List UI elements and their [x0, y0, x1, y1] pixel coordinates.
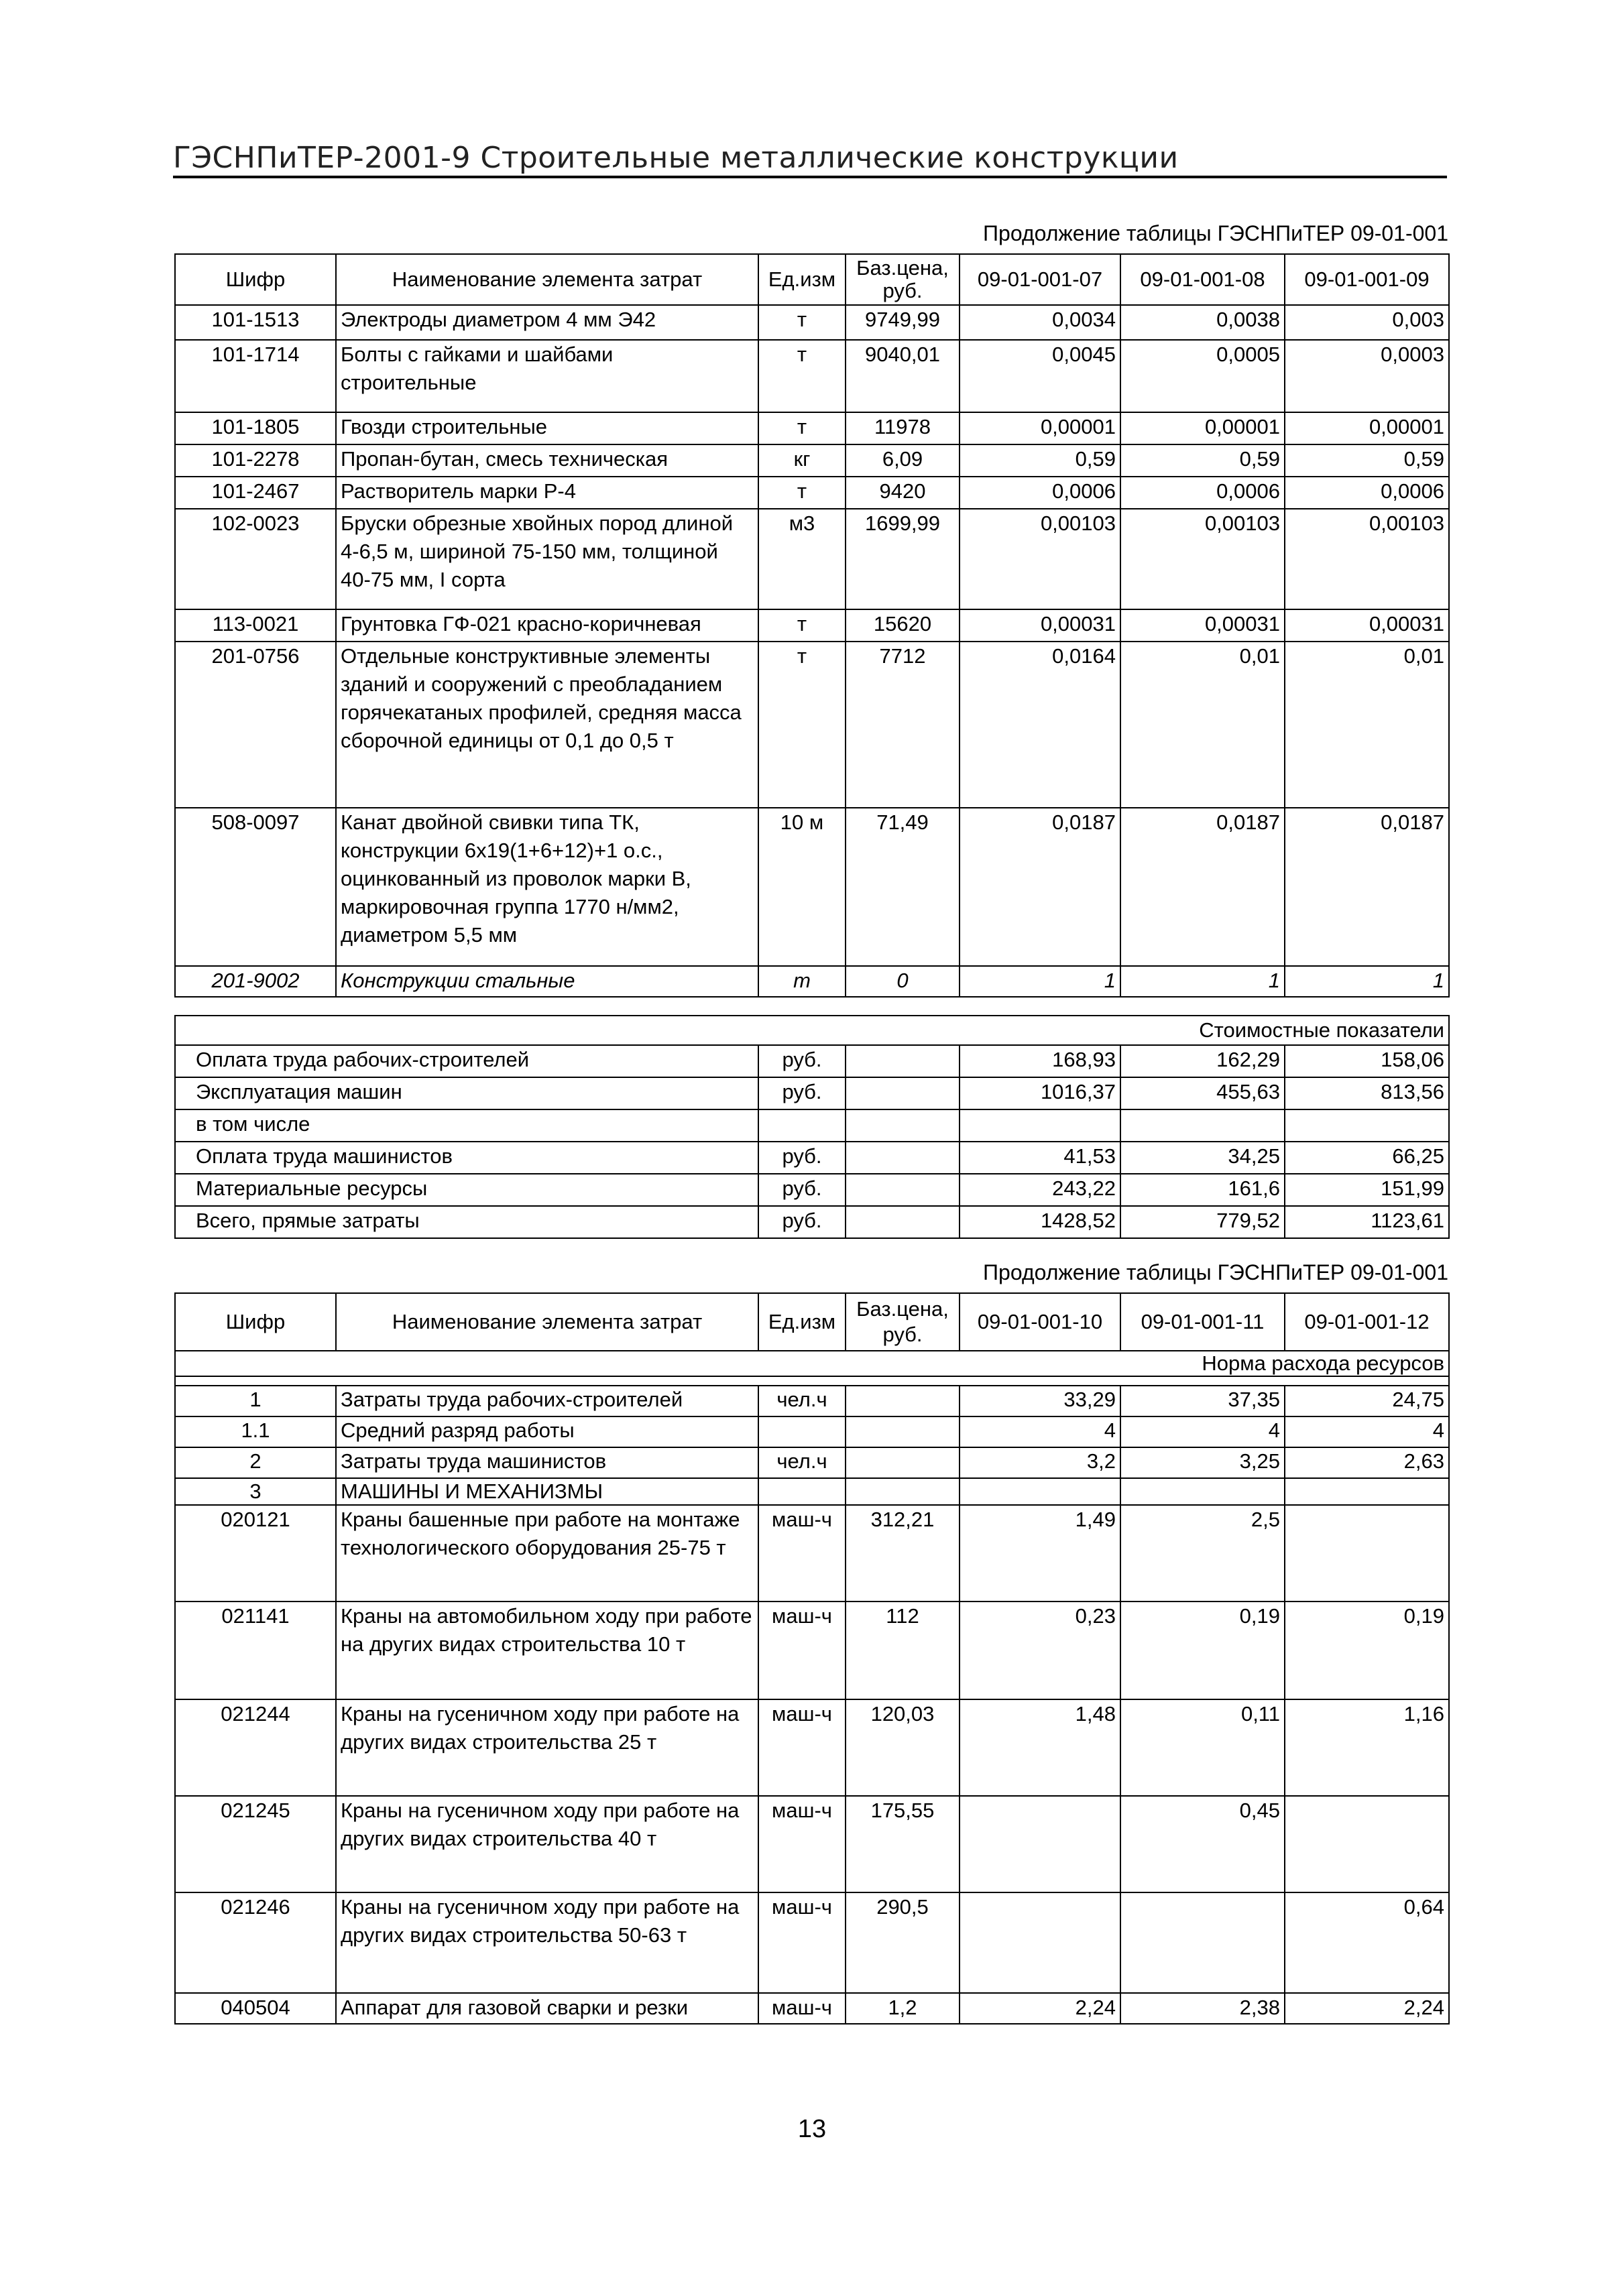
row-value-10: 33,29 [960, 1386, 1120, 1416]
col-header-norm-11: 09-01-001-11 [1120, 1293, 1285, 1351]
table-row [175, 305, 1449, 340]
row-value-11: 0,45 [1120, 1796, 1285, 1892]
row-name: Краны на гусеничном ходу при работе на других видах строительства 50-63 т [336, 1892, 758, 1993]
table1-caption: Продолжение таблицы ГЭСНПиТЕР 09-01-001 [983, 221, 1448, 245]
table-row [175, 1045, 1449, 1077]
row-unit: маш-ч [758, 1993, 846, 2024]
table-row [175, 1386, 1449, 1416]
table-row [175, 1206, 1449, 1238]
row-unit: т [758, 412, 846, 444]
row-value-07: 0,0006 [960, 477, 1120, 509]
row-unit: маш-ч [758, 1892, 846, 1993]
row-price: 1699,99 [846, 509, 960, 609]
row-value-12: 0,19 [1285, 1602, 1449, 1699]
row-value-09: 0,01 [1285, 642, 1449, 808]
row-unit: маш-ч [758, 1602, 846, 1699]
cost-value-07: 243,22 [960, 1174, 1120, 1206]
table-row [175, 966, 1449, 997]
cost-row-unit: руб. [758, 1077, 846, 1109]
row-name: Электроды диаметром 4 мм Э42 [336, 305, 758, 340]
cost-value-09: 813,56 [1285, 1077, 1449, 1109]
row-value-08: 0,00001 [1120, 412, 1285, 444]
row-value-07: 0,0045 [960, 340, 1120, 412]
row-value-07: 0,0034 [960, 305, 1120, 340]
col-header-price: Баз.цена, руб. [846, 254, 960, 305]
resource-table-1 [174, 253, 1450, 1239]
cost-row-price [846, 1206, 960, 1238]
row-value-11: 37,35 [1120, 1386, 1285, 1416]
row-value-07: 0,00103 [960, 509, 1120, 609]
cost-value-08: 455,63 [1120, 1077, 1285, 1109]
row-code: 021245 [175, 1796, 336, 1892]
row-code: 020121 [175, 1505, 336, 1602]
row-value-10: 3,2 [960, 1447, 1120, 1478]
row-code: 1 [175, 1386, 336, 1416]
row-unit: т [758, 966, 846, 997]
cost-row-unit: руб. [758, 1206, 846, 1238]
row-code: 113-0021 [175, 609, 336, 642]
col-header-norm-10: 09-01-001-10 [960, 1293, 1120, 1351]
cost-row-price [846, 1109, 960, 1142]
row-value-10: 0,23 [960, 1602, 1120, 1699]
row-name: Растворитель марки Р-4 [336, 477, 758, 509]
cost-row-unit: руб. [758, 1142, 846, 1174]
row-code: 101-2467 [175, 477, 336, 509]
row-unit: т [758, 340, 846, 412]
row-value-08: 0,01 [1120, 642, 1285, 808]
row-name: Краны на гусеничном ходу при работе на других видах строительства 25 т [336, 1699, 758, 1796]
row-unit: т [758, 305, 846, 340]
norm-header: Норма расхода ресурсов [175, 1351, 1449, 1376]
row-price: 175,55 [846, 1796, 960, 1892]
row-value-08: 0,0005 [1120, 340, 1285, 412]
row-price [846, 1478, 960, 1505]
col-header-unit: Ед.изм [758, 1293, 846, 1351]
col-header-price: Баз.цена, руб. [846, 1293, 960, 1351]
row-value-11: 0,11 [1120, 1699, 1285, 1796]
row-name: Отдельные конструктивные элементы зданий и сооружений с преобладанием горячекатаных профилей, средняя масса сборочной единицы от 0,1 до 0,5 т [336, 642, 758, 808]
row-name: МАШИНЫ И МЕХАНИЗМЫ [336, 1478, 758, 1505]
row-code: 101-1714 [175, 340, 336, 412]
row-value-12: 2,63 [1285, 1447, 1449, 1478]
cost-value-09: 66,25 [1285, 1142, 1449, 1174]
row-value-08: 0,59 [1120, 444, 1285, 477]
row-unit: т [758, 609, 846, 642]
cost-value-09: 158,06 [1285, 1045, 1449, 1077]
row-value-08: 0,00103 [1120, 509, 1285, 609]
row-price: 7712 [846, 642, 960, 808]
cost-value-09 [1285, 1109, 1449, 1142]
row-code: 101-1513 [175, 305, 336, 340]
row-value-11: 2,5 [1120, 1505, 1285, 1602]
row-unit: т [758, 642, 846, 808]
row-name: Конструкции стальные [336, 966, 758, 997]
table-row [175, 1416, 1449, 1447]
row-value-11 [1120, 1478, 1285, 1505]
table-row [175, 1447, 1449, 1478]
row-name: Краны на автомобильном ходу при работе на других видах строительства 10 т [336, 1602, 758, 1699]
col-header-norm-12: 09-01-001-12 [1285, 1293, 1449, 1351]
row-code: 021244 [175, 1699, 336, 1796]
table-row [175, 1602, 1449, 1699]
row-value-11 [1120, 1892, 1285, 1993]
row-code: 508-0097 [175, 808, 336, 966]
row-name: Грунтовка ГФ-021 красно-коричневая [336, 609, 758, 642]
row-price: 290,5 [846, 1892, 960, 1993]
row-value-12 [1285, 1478, 1449, 1505]
row-price: 11978 [846, 412, 960, 444]
row-unit: чел.ч [758, 1447, 846, 1478]
col-header-code: Шифр [175, 254, 336, 305]
row-value-10: 4 [960, 1416, 1120, 1447]
table-row [175, 808, 1449, 966]
row-unit: м3 [758, 509, 846, 609]
cost-value-07: 41,53 [960, 1142, 1120, 1174]
cost-value-07: 1428,52 [960, 1206, 1120, 1238]
table2-caption: Продолжение таблицы ГЭСНПиТЕР 09-01-001 [983, 1260, 1448, 1284]
row-code: 201-0756 [175, 642, 336, 808]
row-value-10 [960, 1478, 1120, 1505]
row-price: 120,03 [846, 1699, 960, 1796]
row-value-10 [960, 1892, 1120, 1993]
row-unit: чел.ч [758, 1386, 846, 1416]
row-value-09: 0,0003 [1285, 340, 1449, 412]
row-price: 1,2 [846, 1993, 960, 2024]
cost-row-name: в том числе [175, 1109, 758, 1142]
row-value-07: 1 [960, 966, 1120, 997]
table-row [175, 412, 1449, 444]
row-code: 102-0023 [175, 509, 336, 609]
row-price: 9040,01 [846, 340, 960, 412]
cost-row-name: Эксплуатация машин [175, 1077, 758, 1109]
row-code: 021246 [175, 1892, 336, 1993]
row-value-07: 0,59 [960, 444, 1120, 477]
row-price: 112 [846, 1602, 960, 1699]
table-row [175, 1174, 1449, 1206]
row-value-12: 4 [1285, 1416, 1449, 1447]
row-code: 1.1 [175, 1416, 336, 1447]
row-name: Пропан-бутан, смесь техническая [336, 444, 758, 477]
row-value-09: 0,0187 [1285, 808, 1449, 966]
cost-row-price [846, 1174, 960, 1206]
cost-value-08: 34,25 [1120, 1142, 1285, 1174]
section-gap [175, 997, 1449, 1016]
row-code: 2 [175, 1447, 336, 1478]
row-value-09: 0,00103 [1285, 509, 1449, 609]
row-unit: т [758, 477, 846, 509]
row-price: 312,21 [846, 1505, 960, 1602]
cost-row-name: Материальные ресурсы [175, 1174, 758, 1206]
row-name: Средний разряд работы [336, 1416, 758, 1447]
row-value-09: 1 [1285, 966, 1449, 997]
cost-value-07 [960, 1109, 1120, 1142]
row-value-10 [960, 1796, 1120, 1892]
row-price: 15620 [846, 609, 960, 642]
row-name: Гвозди строительные [336, 412, 758, 444]
row-value-08: 1 [1120, 966, 1285, 997]
col-header-norm-08: 09-01-001-08 [1120, 254, 1285, 305]
cost-indicators-header: Стоимостные показатели [175, 1016, 1449, 1045]
cost-value-08: 779,52 [1120, 1206, 1285, 1238]
row-value-07: 0,0187 [960, 808, 1120, 966]
row-value-10: 2,24 [960, 1993, 1120, 2024]
row-value-08: 0,00031 [1120, 609, 1285, 642]
col-header-unit: Ед.изм [758, 254, 846, 305]
row-value-11: 4 [1120, 1416, 1285, 1447]
row-value-10: 1,49 [960, 1505, 1120, 1602]
row-unit: кг [758, 444, 846, 477]
cost-row-price [846, 1142, 960, 1174]
row-price [846, 1386, 960, 1416]
row-unit: 10 м [758, 808, 846, 966]
cost-row-price [846, 1045, 960, 1077]
col-header-norm-09: 09-01-001-09 [1285, 254, 1449, 305]
row-price: 6,09 [846, 444, 960, 477]
col-header-name: Наименование элемента затрат [336, 1293, 758, 1351]
col-header-code: Шифр [175, 1293, 336, 1351]
row-value-08: 0,0038 [1120, 305, 1285, 340]
table-row [175, 1142, 1449, 1174]
row-value-09: 0,59 [1285, 444, 1449, 477]
row-value-09: 0,0006 [1285, 477, 1449, 509]
row-code: 201-9002 [175, 966, 336, 997]
row-value-09: 0,003 [1285, 305, 1449, 340]
row-price: 9420 [846, 477, 960, 509]
cost-row-unit: руб. [758, 1045, 846, 1077]
row-value-08: 0,0187 [1120, 808, 1285, 966]
row-price [846, 1447, 960, 1478]
cost-value-08: 162,29 [1120, 1045, 1285, 1077]
row-price: 0 [846, 966, 960, 997]
row-value-11: 2,38 [1120, 1993, 1285, 2024]
row-value-08: 0,0006 [1120, 477, 1285, 509]
page-number: 13 [797, 2115, 827, 2143]
cost-row-unit: руб. [758, 1174, 846, 1206]
cost-value-07: 168,93 [960, 1045, 1120, 1077]
row-name: Затраты труда машинистов [336, 1447, 758, 1478]
row-unit: маш-ч [758, 1796, 846, 1892]
row-value-12: 24,75 [1285, 1386, 1449, 1416]
table-row [175, 609, 1449, 642]
col-header-name: Наименование элемента затрат [336, 254, 758, 305]
row-unit [758, 1416, 846, 1447]
row-unit [758, 1478, 846, 1505]
cost-value-07: 1016,37 [960, 1077, 1120, 1109]
table-row [175, 1077, 1449, 1109]
row-price: 71,49 [846, 808, 960, 966]
row-code: 101-2278 [175, 444, 336, 477]
row-price [846, 1416, 960, 1447]
table-row [175, 340, 1449, 412]
row-value-12: 2,24 [1285, 1993, 1449, 2024]
cost-row-name: Оплата труда рабочих-строителей [175, 1045, 758, 1077]
cost-row-name: Всего, прямые затраты [175, 1206, 758, 1238]
row-code: 101-1805 [175, 412, 336, 444]
row-value-11: 3,25 [1120, 1447, 1285, 1478]
row-value-07: 0,00001 [960, 412, 1120, 444]
table-row [175, 444, 1449, 477]
cost-row-price [846, 1077, 960, 1109]
row-value-07: 0,00031 [960, 609, 1120, 642]
col-header-norm-07: 09-01-001-07 [960, 254, 1120, 305]
row-code: 040504 [175, 1993, 336, 2024]
row-value-12: 0,64 [1285, 1892, 1449, 1993]
row-name: Затраты труда рабочих-строителей [336, 1386, 758, 1416]
row-name: Краны на гусеничном ходу при работе на других видах строительства 40 т [336, 1796, 758, 1892]
cost-row-unit [758, 1109, 846, 1142]
section-gap [175, 1376, 1449, 1386]
header-rule [173, 176, 1447, 178]
table-row [175, 642, 1449, 808]
cost-value-09: 151,99 [1285, 1174, 1449, 1206]
row-code: 3 [175, 1478, 336, 1505]
table-row [175, 1796, 1449, 1892]
row-unit: маш-ч [758, 1505, 846, 1602]
row-name: Болты с гайками и шайбами строительные [336, 340, 758, 412]
table-row [175, 477, 1449, 509]
table-row [175, 1505, 1449, 1602]
row-value-12: 1,16 [1285, 1699, 1449, 1796]
cost-value-09: 1123,61 [1285, 1206, 1449, 1238]
row-value-12 [1285, 1796, 1449, 1892]
table-row [175, 1699, 1449, 1796]
row-value-09: 0,00001 [1285, 412, 1449, 444]
row-name: Аппарат для газовой сварки и резки [336, 1993, 758, 2024]
row-name: Бруски обрезные хвойных пород длиной 4-6,5 м, шириной 75-150 мм, толщиной 40-75 мм, I сорта [336, 509, 758, 609]
row-value-07: 0,0164 [960, 642, 1120, 808]
row-name: Краны башенные при работе на монтаже технологического оборудования 25-75 т [336, 1505, 758, 1602]
cost-value-08: 161,6 [1120, 1174, 1285, 1206]
row-code: 021141 [175, 1602, 336, 1699]
table-row [175, 509, 1449, 609]
document-header-title: ГЭСНПиТЕР-2001-9 Строительные металлические конструкции [173, 141, 1179, 175]
cost-row-name: Оплата труда машинистов [175, 1142, 758, 1174]
row-value-11: 0,19 [1120, 1602, 1285, 1699]
row-price: 9749,99 [846, 305, 960, 340]
row-value-10: 1,48 [960, 1699, 1120, 1796]
table-row [175, 1109, 1449, 1142]
row-value-12 [1285, 1505, 1449, 1602]
table-row [175, 1478, 1449, 1505]
table-row [175, 1993, 1449, 2024]
cost-value-08 [1120, 1109, 1285, 1142]
row-unit: маш-ч [758, 1699, 846, 1796]
table-row [175, 1892, 1449, 1993]
resource-table-2 [174, 1292, 1450, 2025]
row-value-09: 0,00031 [1285, 609, 1449, 642]
row-name: Канат двойной свивки типа ТК, конструкции 6х19(1+6+12)+1 о.с., оцинкованный из проволок марки В, маркировочная группа 1770 н/мм2, диаметром 5,5 мм [336, 808, 758, 966]
